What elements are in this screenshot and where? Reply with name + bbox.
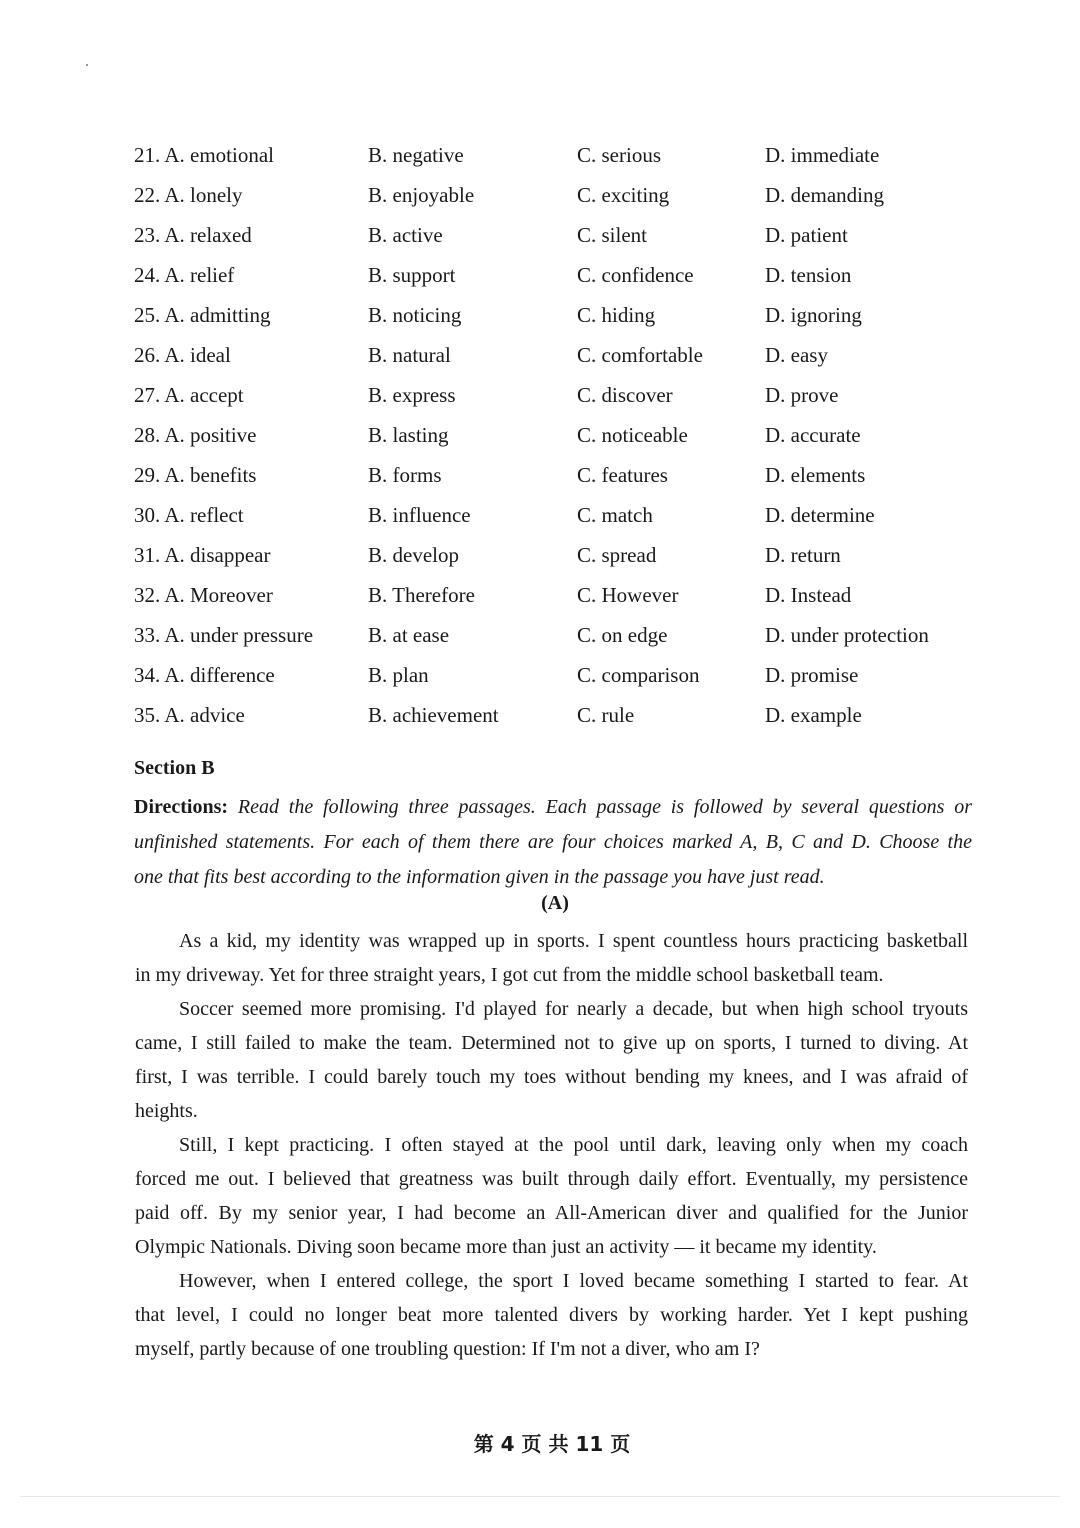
option-c: C. spread — [577, 543, 657, 567]
question-row — [134, 263, 934, 303]
directions-line — [134, 860, 972, 895]
directions-text: unfinished statements. For each of them there are four choices marked A, B, C and D. Choose the — [134, 831, 972, 853]
question-row — [134, 183, 934, 223]
question-row — [134, 623, 934, 663]
option-a: 24. A. relief — [134, 263, 235, 287]
option-c: C. exciting — [577, 183, 670, 207]
option-b: B. forms — [368, 463, 442, 487]
question-row — [134, 503, 934, 543]
option-c: C. discover — [577, 383, 673, 407]
option-a: 22. A. lonely — [134, 183, 243, 207]
option-a: 26. A. ideal — [134, 343, 231, 367]
scan-speck — [86, 64, 88, 66]
option-d: D. determine — [765, 503, 875, 527]
question-row — [134, 303, 934, 343]
option-a: 27. A. accept — [134, 383, 244, 407]
option-d: D. demanding — [765, 183, 884, 207]
option-d: D. tension — [765, 263, 852, 287]
option-b: B. noticing — [368, 303, 462, 327]
question-row — [134, 143, 934, 183]
option-a: 28. A. positive — [134, 423, 257, 447]
option-c: C. confidence — [577, 263, 694, 287]
option-c: C. hiding — [577, 303, 656, 327]
option-c: C. serious — [577, 143, 661, 167]
option-d: D. immediate — [765, 143, 880, 167]
question-row — [134, 663, 934, 703]
option-d: D. promise — [765, 663, 859, 687]
question-row — [134, 423, 934, 463]
page-footer: 第 4 页 共 11 页 — [473, 1432, 631, 1456]
option-a: 32. A. Moreover — [134, 583, 273, 607]
option-b: B. enjoyable — [368, 183, 475, 207]
passage-title: (A) — [541, 892, 569, 914]
option-c: C. noticeable — [577, 423, 688, 447]
option-d: D. accurate — [765, 423, 861, 447]
paragraph-line: paid off. By my senior year, I had become an All-American diver and qualified for the Junior — [135, 1202, 968, 1224]
option-b: B. lasting — [368, 423, 449, 447]
question-row — [134, 383, 934, 423]
question-row — [134, 463, 934, 503]
option-d: D. example — [765, 703, 862, 727]
option-a: 21. A. emotional — [134, 143, 274, 167]
question-row — [134, 343, 934, 383]
option-b: B. negative — [368, 143, 464, 167]
option-b: B. support — [368, 263, 456, 287]
option-b: B. active — [368, 223, 443, 247]
option-a: 30. A. reflect — [134, 503, 244, 527]
option-a: 29. A. benefits — [134, 463, 257, 487]
option-b: B. natural — [368, 343, 451, 367]
option-d: D. return — [765, 543, 841, 567]
question-row — [134, 223, 934, 263]
paragraph-line: Olympic Nationals. Diving soon became more than just an activity — it became my identity. — [135, 1236, 877, 1258]
paragraph-line: Still, I kept practicing. I often stayed at the pool until dark, leaving only when my coach — [179, 1134, 968, 1156]
option-b: B. at ease — [368, 623, 450, 647]
paragraph-line: However, when I entered college, the sport I loved became something I started to fear. At — [179, 1270, 968, 1292]
directions-text: Read the following three passages. Each passage is followed by several questions or — [237, 796, 973, 818]
paragraph-line: came, I still failed to make the team. Determined not to give up on sports, I turned to diving. At — [135, 1032, 968, 1054]
bottom-divider — [20, 1496, 1060, 1497]
option-c: C. comfortable — [577, 343, 703, 367]
directions-text: one that fits best according to the information given in the passage you have just read. — [134, 866, 825, 888]
passage-body — [135, 924, 968, 1366]
paragraph-line: that level, I could no longer beat more talented divers by working harder. Yet I kept pushing — [135, 1304, 968, 1326]
option-c: C. However — [577, 583, 679, 607]
directions-line — [134, 825, 972, 860]
question-row — [134, 703, 934, 743]
directions — [134, 790, 972, 895]
option-d: D. patient — [765, 223, 848, 247]
option-a: 25. A. admitting — [134, 303, 271, 327]
directions-line — [134, 790, 972, 825]
option-b: B. influence — [368, 503, 471, 527]
option-b: B. develop — [368, 543, 459, 567]
option-b: B. express — [368, 383, 456, 407]
question-row — [134, 583, 934, 623]
paragraph-line: heights. — [135, 1100, 198, 1122]
option-b: B. achievement — [368, 703, 499, 727]
option-c: C. rule — [577, 703, 635, 727]
option-c: C. comparison — [577, 663, 700, 687]
option-a: 23. A. relaxed — [134, 223, 252, 247]
question-row — [134, 543, 934, 583]
options-list — [134, 143, 934, 743]
option-b: B. plan — [368, 663, 429, 687]
paragraph-line: in my driveway. Yet for three straight years, I got cut from the middle school basketball team. — [135, 964, 884, 986]
option-d: D. Instead — [765, 583, 852, 607]
paragraph-line: As a kid, my identity was wrapped up in sports. I spent countless hours practicing basketball — [179, 930, 968, 952]
section-title: Section B — [134, 757, 215, 779]
paragraph-line: first, I was terrible. I could barely touch my toes without bending my knees, and I was afraid of — [135, 1066, 968, 1088]
option-d: D. ignoring — [765, 303, 862, 327]
option-c: C. features — [577, 463, 668, 487]
option-d: D. prove — [765, 383, 839, 407]
directions-label: Directions: — [134, 796, 229, 818]
option-a: 35. A. advice — [134, 703, 245, 727]
option-b: B. Therefore — [368, 583, 475, 607]
paragraph-line: Soccer seemed more promising. I'd played for nearly a decade, but when high school tryouts — [179, 998, 968, 1020]
paragraph-line: myself, partly because of one troubling question: If I'm not a diver, who am I? — [135, 1338, 760, 1360]
option-c: C. silent — [577, 223, 648, 247]
option-c: C. match — [577, 503, 653, 527]
option-d: D. easy — [765, 343, 828, 367]
option-c: C. on edge — [577, 623, 668, 647]
paragraph-line: forced me out. I believed that greatness was built through daily effort. Eventually, my persistence — [135, 1168, 968, 1190]
option-a: 34. A. difference — [134, 663, 275, 687]
option-d: D. elements — [765, 463, 866, 487]
option-a: 33. A. under pressure — [134, 623, 314, 647]
option-a: 31. A. disappear — [134, 543, 271, 567]
option-d: D. under protection — [765, 623, 929, 647]
